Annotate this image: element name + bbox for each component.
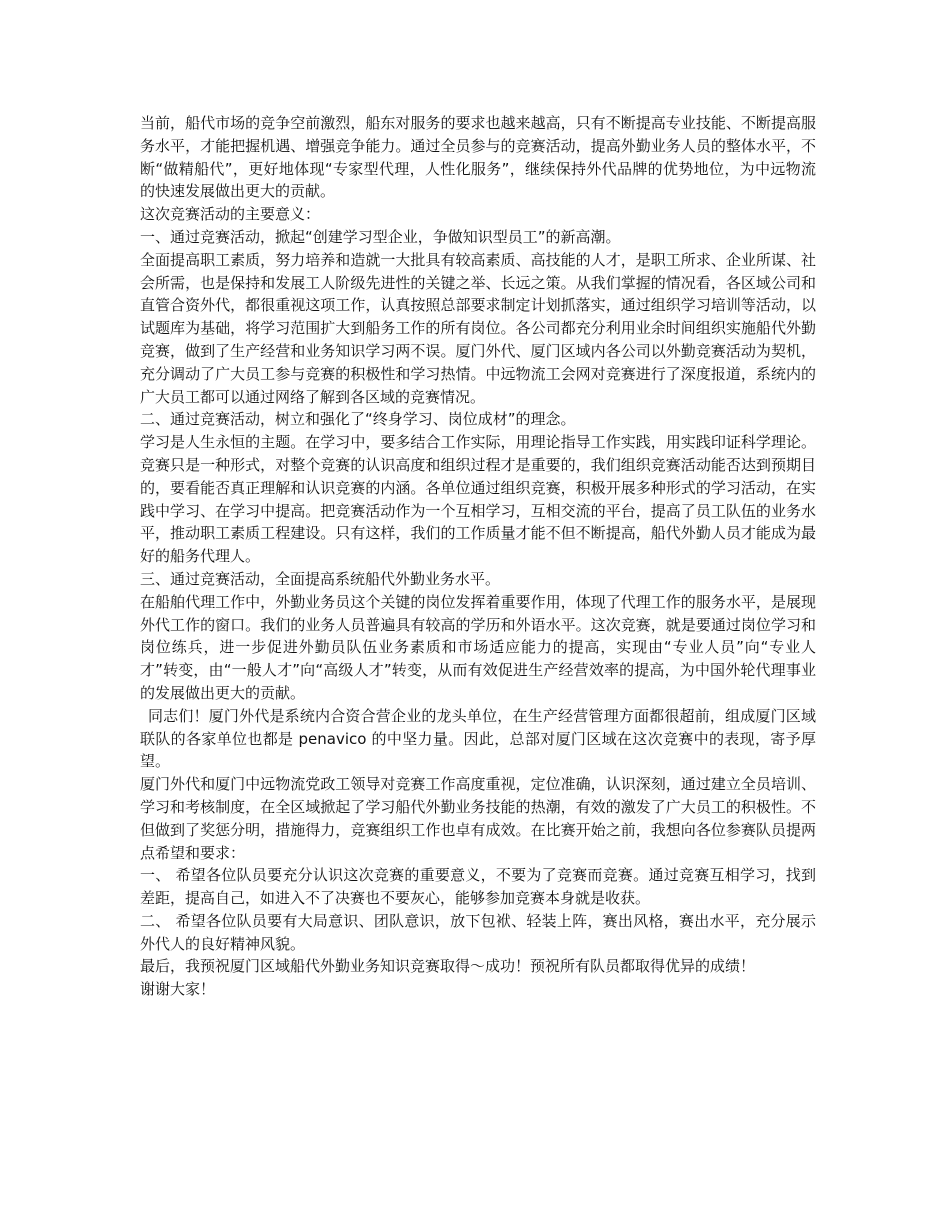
paragraph-thanks: 谢谢大家！	[140, 980, 216, 999]
paragraph-point-2-body: 学习是人生永恒的主题。在学习中，要多结合工作实际，用理论指导工作实践，用实践印证科学理论。竞赛只是一种形式，对整个竞赛的认识高度和组织过程才是重要的，我们组织竞赛活动能否达到预期目的，要看能否真正理解和认识竞赛的内涵。各单位通过组织竞赛，积极开展多种形式的学习活动，在实践中学习、在学习中提高。把竞赛活动作为一个互相学习，互相交流的平台，提高了员工队伍的业务水平，推动职工素质工程建设。只有这样，我们的工作质量才能不但不断提高，船代外勤人员才能成为最好的船务代理人。	[140, 433, 816, 566]
paragraph-point-1-body: 全面提高职工素质，努力培养和造就一大批具有较高素质、高技能的人才，是职工所求、企业所谋、社会所需，也是保持和发展工人阶级先进性的关键之举、长远之策。从我们掌握的情况看，各区域公司和直管合资外代，都很重视这项工作，认真按照总部要求制定计划抓落实，通过组织学习培训等活动，以试题库为基础，将学习范围扩大到船务工作的所有岗位。各公司都充分利用业余时间组织实施船代外勤竞赛，做到了生产经营和业务知识学习两不误。厦门外代、厦门区域内各公司以外勤竞赛活动为契机，充分调动了广大员工参与竞赛的积极性和学习热情。中远物流工会网对竞赛进行了深度报道，系统内的广大员工都可以通过网络了解到各区域的竞赛情况。	[140, 250, 816, 406]
document-body	[140, 112, 816, 1001]
paragraph-point-3-body: 在船舶代理工作中，外勤业务员这个关键的岗位发挥着重要作用，体现了代理工作的服务水平，是展现外代工作的窗口。我们的业务人员普遍具有较高的学历和外语水平。这次竞赛，就是要通过岗位学习和岗位练兵，进一步促进外勤员队伍业务素质和市场适应能力的提高，实现由“专业人员”向“专业人才”转变，由“一般人才”向“高级人才”转变，从而有效促进生产经营效率的提高，为中国外轮代理事业的发展做出更大的贡献。	[140, 592, 816, 702]
paragraph-closing: 最后，我预祝厦门区域船代外勤业务知识竞赛取得～成功！预祝所有队员都取得优异的成绩！	[140, 957, 756, 976]
paragraph-intro: 当前，船代市场的竞争空前激烈，船东对服务的要求也越来越高，只有不断提高专业技能、不断提高服务水平，才能把握机遇、增强竞争能力。通过全员参与的竞赛活动，提高外勤业务人员的整体水平，不断“做精船代”，更好地体现“专家型代理，人性化服务”，继续保持外代品牌的优势地位，为中远物流的快速发展做出更大的贡献。	[140, 114, 816, 201]
paragraph-point-1-heading: 一、通过竞赛活动，掀起“创建学习型企业，争做知识型员工”的新高潮。	[140, 227, 621, 246]
paragraph-requirement-2: 二、 希望各位队员要有大局意识、团队意识，放下包袱、轻装上阵，赛出风格，赛出水平，充分展示外代人的良好精神风貌。	[140, 911, 816, 953]
paragraph-leadership: 厦门外代和厦门中远物流党政工领导对竞赛工作高度重视，定位准确，认识深刻，通过建立全员培训、学习和考核制度，在全区域掀起了学习船代外勤业务技能的热潮，有效的激发了广大员工的积极性。不但做到了奖惩分明，措施得力，竞赛组织工作也卓有成效。在比赛开始之前，我想向各位参赛队员提两点希望和要求：	[140, 775, 816, 862]
paragraph-requirement-1: 一、 希望各位队员要充分认识这次竞赛的重要意义，不要为了竞赛而竞赛。通过竞赛互相学习，找到差距，提高自己，如进入不了决赛也不要灰心，能够参加竞赛本身就是收获。	[140, 866, 816, 908]
paragraph-comrades: 同志们！厦门外代是系统内合资合营企业的龙头单位，在生产经营管理方面都很超前，组成厦门区域联队的各家单位也都是 penavico 的中坚力量。因此，总部对厦门区域在这次竞赛中的表现，寄予厚望。	[140, 706, 816, 771]
paragraph-significance-heading: 这次竞赛活动的主要意义：	[140, 205, 321, 224]
paragraph-point-3-heading: 三、通过竞赛活动，全面提高系统船代外勤业务水平。	[140, 569, 501, 588]
paragraph-point-2-heading: 二、通过竞赛活动，树立和强化了“终身学习、岗位成材”的理念。	[140, 410, 576, 429]
